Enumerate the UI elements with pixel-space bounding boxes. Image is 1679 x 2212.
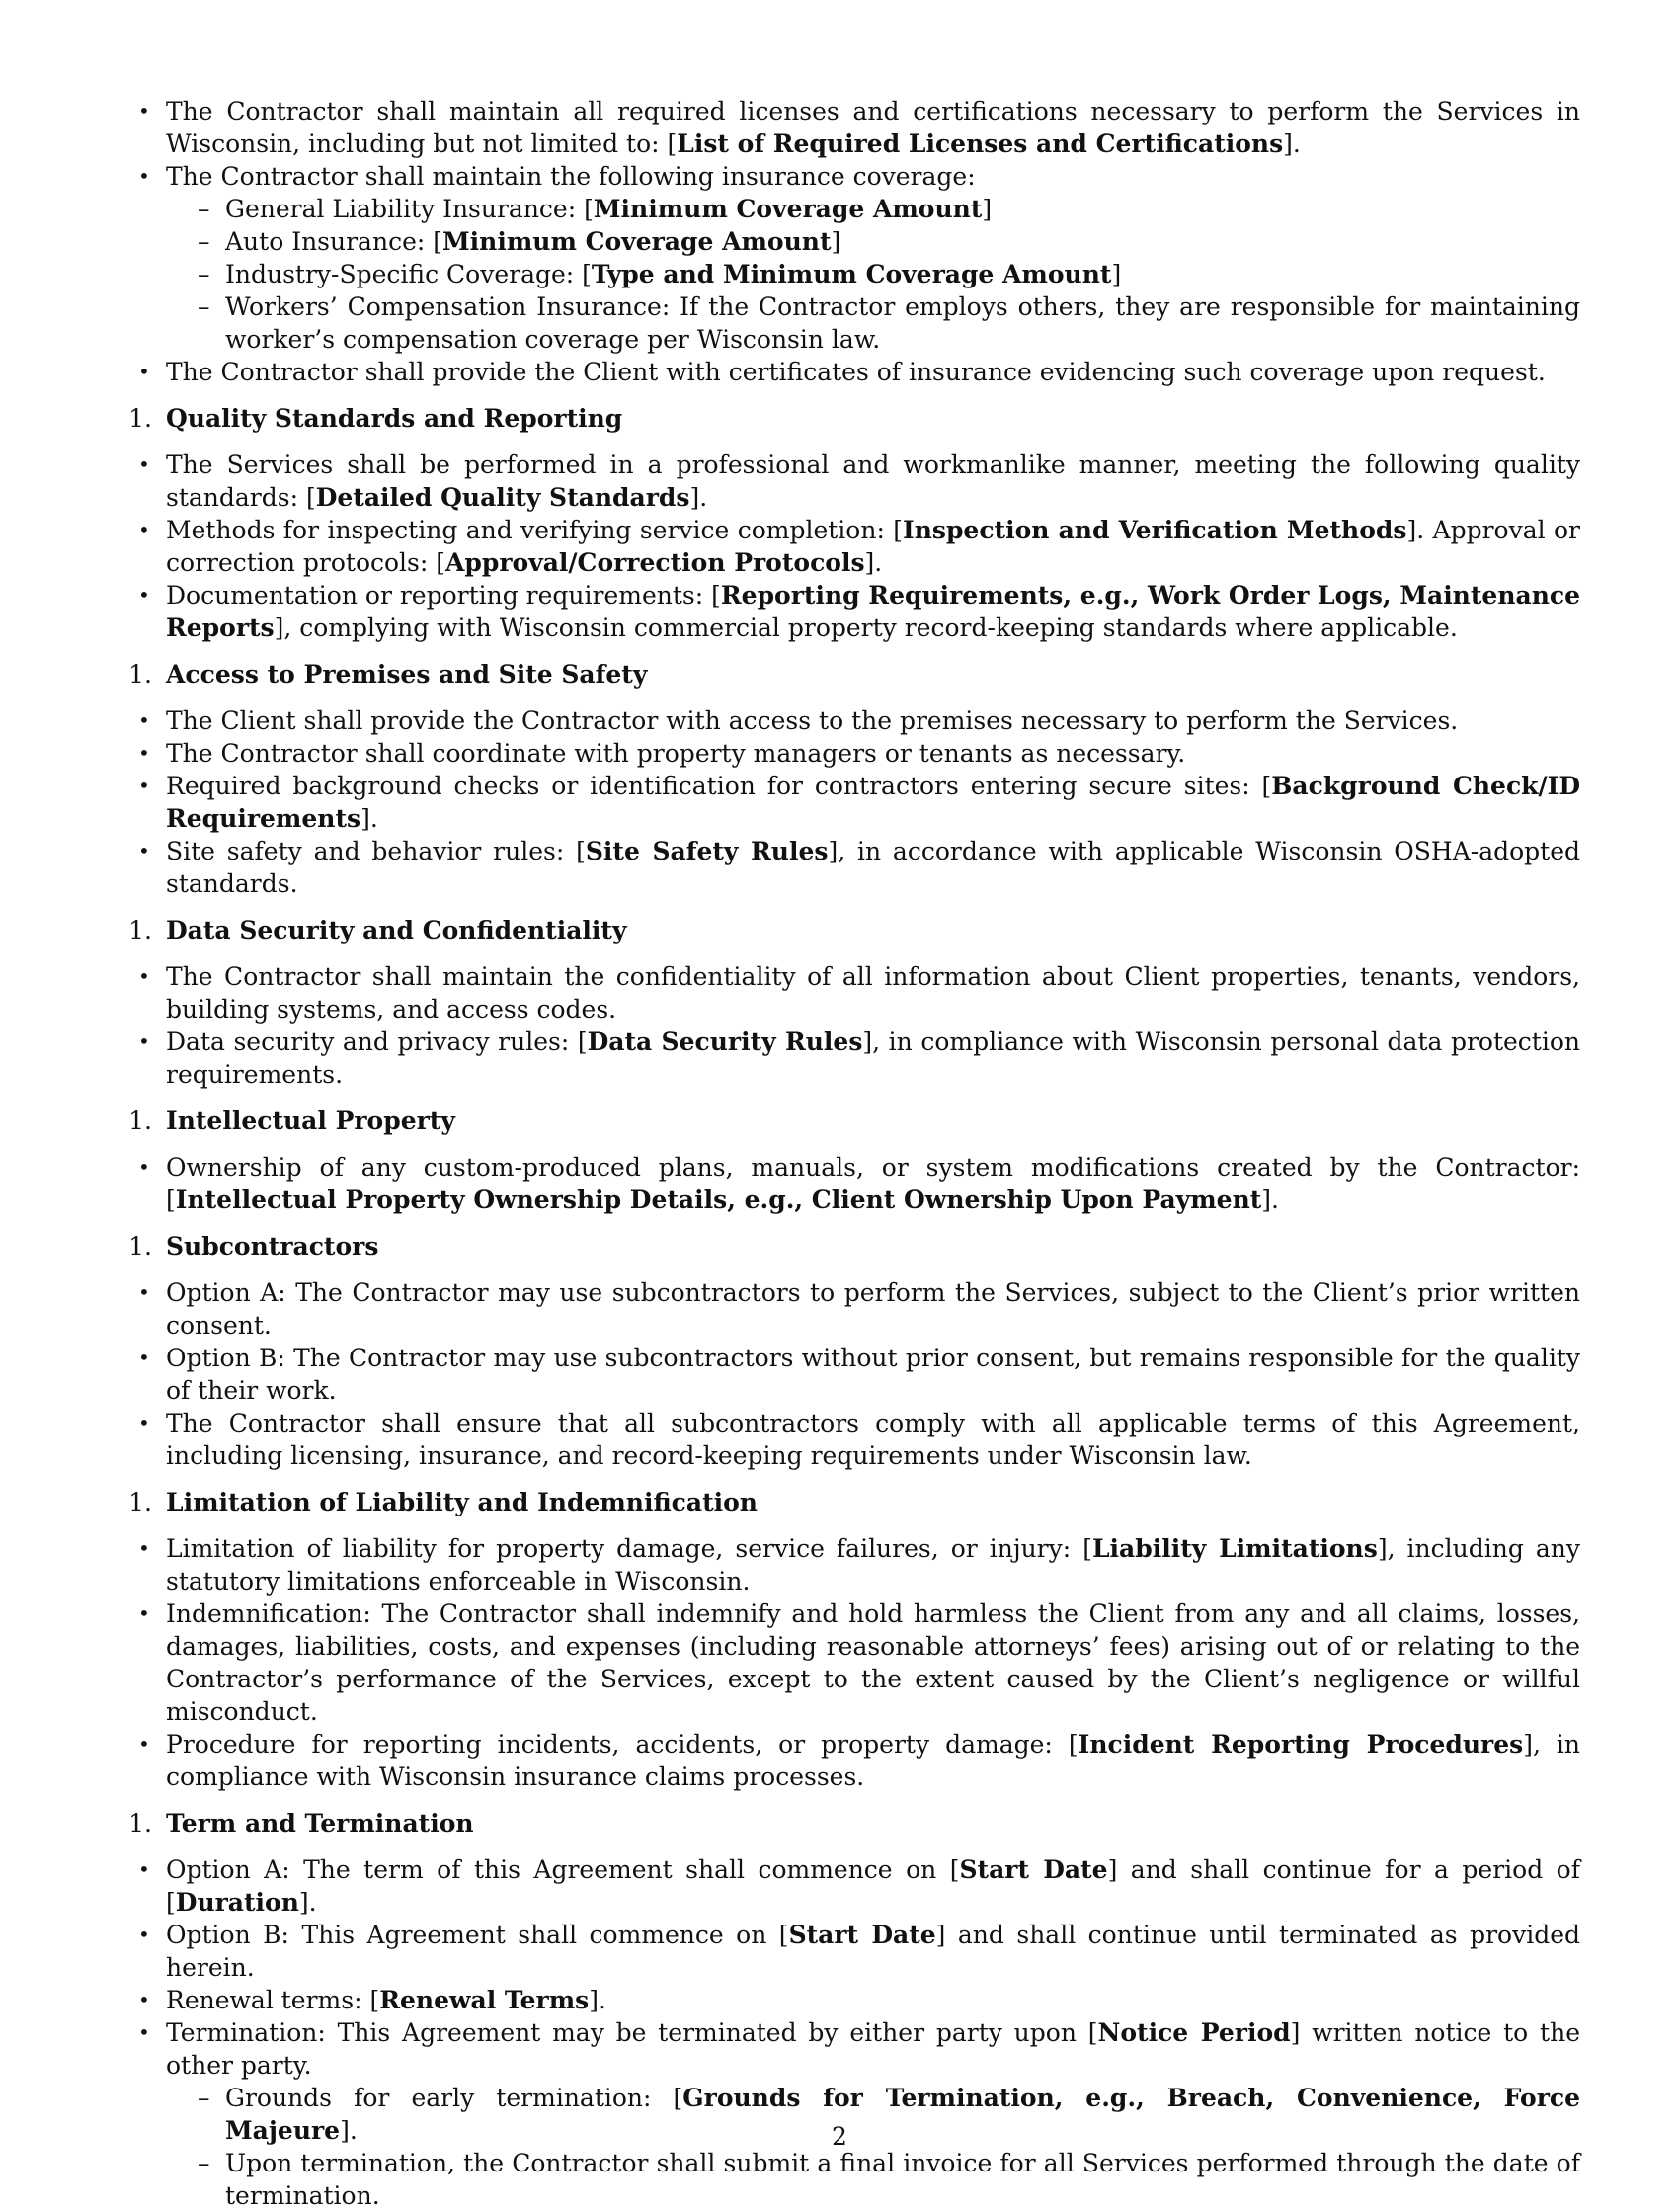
section-heading-subcontractors: 1. Subcontractors [128,1232,379,1261]
list-item: • Limitation of liability for property damage, service failures, or injury: [Liability Limitations], including any statutory limitations enforceable in Wisconsin. [166,1532,1580,1598]
list-item: • The Contractor shall maintain the confidentiality of all information about Client properties, tenants, vendors, building systems, and access codes. [166,960,1580,1025]
list-item: • Methods for inspecting and verifying service completion: [Inspection and Verification Methods]. Approval or correction protocols: [Approval/Correction Protocols]. [166,514,1580,579]
list-item: • The Contractor shall ensure that all subcontractors comply with all applicable terms of this Agreement, including licensing, insurance, and record-keeping requirements under Wisconsin law. [166,1407,1580,1472]
list-item: • Option A: The term of this Agreement shall commence on [Start Date] and shall continue for a period of [Duration]. [166,1853,1580,1919]
document-page [128,95,1581,2212]
page-number: 2 [832,2122,847,2151]
list-item: – General Liability Insurance: [Minimum Coverage Amount] [225,193,1580,225]
list-item: • Indemnification: The Contractor shall indemnify and hold harmless the Client from any and all claims, losses, damages, liabilities, costs, and expenses (including reasonable attorneys’ fees) arising out of or relating to the Contractor’s performance of the Services, except to the extent caused by the Client’s negligence or willful misconduct. [166,1598,1580,1728]
list-item: • Renewal terms: [Renewal Terms]. [166,1984,1580,2016]
term-bullets [166,1853,1580,2212]
list-item: • Ownership of any custom-produced plans, manuals, or system modifications created by the Contractor: [Intellectual Property Ownership Details, e.g., Client Ownership Upon Payment]. [166,1151,1580,1216]
list-item: • Option A: The Contractor may use subcontractors to perform the Services, subject to the Client’s prior written consent. [166,1276,1580,1342]
list-item: • The Client shall provide the Contractor with access to the premises necessary to perform the Services. [166,704,1580,737]
subcontractors-bullets [166,1276,1580,1472]
list-item: – Grounds for early termination: [Grounds for Termination, e.g., Breach, Convenience, Force Majeure]. [225,2082,1580,2147]
list-item: – Industry-Specific Coverage: [Type and Minimum Coverage Amount] [225,258,1580,290]
list-item: • The Contractor shall maintain the following insurance coverage: – General Liability Insurance: [Minimum Coverage Amount] – Auto Insurance: [Minimum Coverage Amount] – Industry-Specific Coverage: [Type and Minimum Coverage Amount] – Workers’ Compensation Insurance: If the Contractor employs others, they are responsible for maintaining worker’s compensation coverage per Wisconsin law. [166,160,1580,356]
list-item: • Data security and privacy rules: [Data Security Rules], in compliance with Wisconsin personal data protection requirements. [166,1025,1580,1091]
list-item: • The Services shall be performed in a professional and workmanlike manner, meeting the following quality standards: [Detailed Quality Standards]. [166,449,1580,514]
insurance-sublist [166,193,1580,356]
liability-bullets [166,1532,1580,1793]
list-item: • The Contractor shall provide the Client with certificates of insurance evidencing such coverage upon request. [166,356,1580,388]
section-heading-data-security: 1. Data Security and Confidentiality [128,916,627,944]
quality-bullets [166,449,1580,644]
list-item: – Upon termination, the Contractor shall submit a final invoice for all Services performed through the date of termination. [225,2147,1580,2212]
data-security-bullets [166,960,1580,1091]
section-heading-quality: 1. Quality Standards and Reporting [128,404,623,433]
ip-bullets [166,1151,1580,1216]
list-item: • Option B: This Agreement shall commence on [Start Date] and shall continue until terminated as provided herein. [166,1919,1580,1984]
section-heading-access: 1. Access to Premises and Site Safety [128,660,648,689]
list-item: • Option B: The Contractor may use subcontractors without prior consent, but remains responsible for the quality of their work. [166,1342,1580,1407]
list-item: • Documentation or reporting requirements: [Reporting Requirements, e.g., Work Order Logs, Maintenance Reports], complying with Wisconsin commercial property record-keeping standards where applicable. [166,579,1580,644]
list-item: • The Contractor shall coordinate with property managers or tenants as necessary. [166,737,1580,770]
list-item: • The Contractor shall maintain all required licenses and certifications necessary to perform the Services in Wisconsin, including but not limited to: [List of Required Licenses and Certifications]. [166,95,1580,160]
licensing-bullets [166,95,1580,388]
list-item: • Site safety and behavior rules: [Site Safety Rules], in accordance with applicable Wisconsin OSHA-adopted standards. [166,835,1580,900]
list-item: – Auto Insurance: [Minimum Coverage Amount] [225,225,1580,258]
access-bullets [166,704,1580,900]
section-heading-term: 1. Term and Termination [128,1809,474,1838]
list-item: • Procedure for reporting incidents, accidents, or property damage: [Incident Reporting Procedures], in compliance with Wisconsin insurance claims processes. [166,1728,1580,1793]
list-item: • Termination: This Agreement may be terminated by either party upon [Notice Period] written notice to the other party. – Grounds for early termination: [Grounds for Termination, e.g., Breach, Convenience, Force Majeure]. – Upon termination, the Contractor shall submit a final invoice for all Services performed through the date of termination. [166,2016,1580,2212]
section-heading-ip: 1. Intellectual Property [128,1106,455,1135]
list-item: • Required background checks or identification for contractors entering secure sites: [Background Check/ID Requirements]. [166,770,1580,835]
list-item: – Workers’ Compensation Insurance: If the Contractor employs others, they are responsible for maintaining worker’s compensation coverage per Wisconsin law. [225,290,1580,356]
section-heading-liability: 1. Limitation of Liability and Indemnification [128,1488,758,1516]
